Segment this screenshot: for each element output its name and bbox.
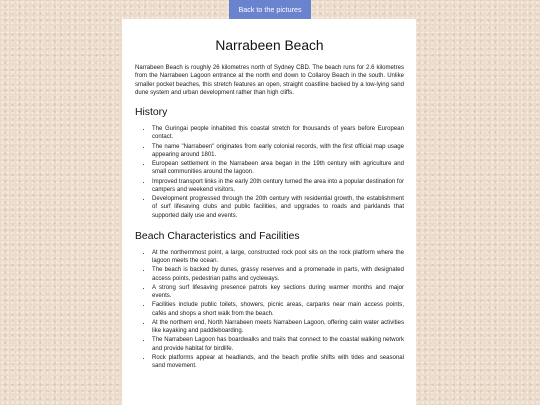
list-item: • Rock platforms appear at headlands, and the beach profile shifts with tides and seasonal sand movement. [152, 354, 404, 371]
list-item: • A strong surf lifesaving presence patrols key sections during warmer months and major events. [152, 284, 404, 301]
list-item: • At the northern end, North Narrabeen meets Narrabeen Lagoon, offering calm water activities like kayaking and paddleboarding. [152, 319, 404, 336]
list-item: • European settlement in the Narrabeen area began in the 19th century with agriculture and small communities around the lagoon. [152, 160, 404, 177]
list-item: • The beach is backed by dunes, grassy reserves and a promenade in parts, with designated access points, pedestrian paths and cycleways. [152, 266, 404, 283]
characteristics-list [135, 249, 404, 371]
list-item: • The name "Narrabeen" originates from early colonial records, with the first official map usage appearing around 1801. [152, 143, 404, 160]
list-item: • Facilities include public toilets, showers, picnic areas, carparks near main access points, cafés and shops a short walk from the beach. [152, 301, 404, 318]
section-heading-history: History [135, 107, 168, 118]
article-card [122, 19, 416, 405]
list-item: • At the northernmost point, a large, constructed rock pool sits on the rock platform where the lagoon meets the ocean. [152, 249, 404, 266]
list-item: • The Guringai people inhabited this coastal stretch for thousands of years before European contact. [152, 125, 404, 142]
section-heading-characteristics: Beach Characteristics and Facilities [135, 230, 300, 242]
intro-paragraph: Narrabeen Beach is roughly 26 kilometres north of Sydney CBD. The beach runs for 2.6 kilometres from the Narrabeen Lagoon entrance at the north end down to Collaroy Beach in the south. Unlike smaller pocket beaches, this stretch features an open, straight coastline backed by a low-lying sand dune system and urban development rather than high cliffs. [135, 65, 404, 96]
list-item: • Improved transport links in the early 20th century turned the area into a popular destination for campers and weekend visitors. [152, 178, 404, 195]
page-title: Narrabeen Beach [215, 38, 324, 53]
list-item: • The Narrabeen Lagoon has boardwalks and trails that connect to the coastal walking network and provide habitat for birdlife. [152, 336, 404, 353]
list-item: • Development progressed through the 20th century with residential growth, the establishment of surf lifesaving clubs and public facilities, and upgrades to roads and parklands that supported daily use and events. [152, 195, 404, 220]
history-list [135, 125, 404, 220]
back-to-pictures-button[interactable]: Back to the pictures [229, 0, 311, 19]
